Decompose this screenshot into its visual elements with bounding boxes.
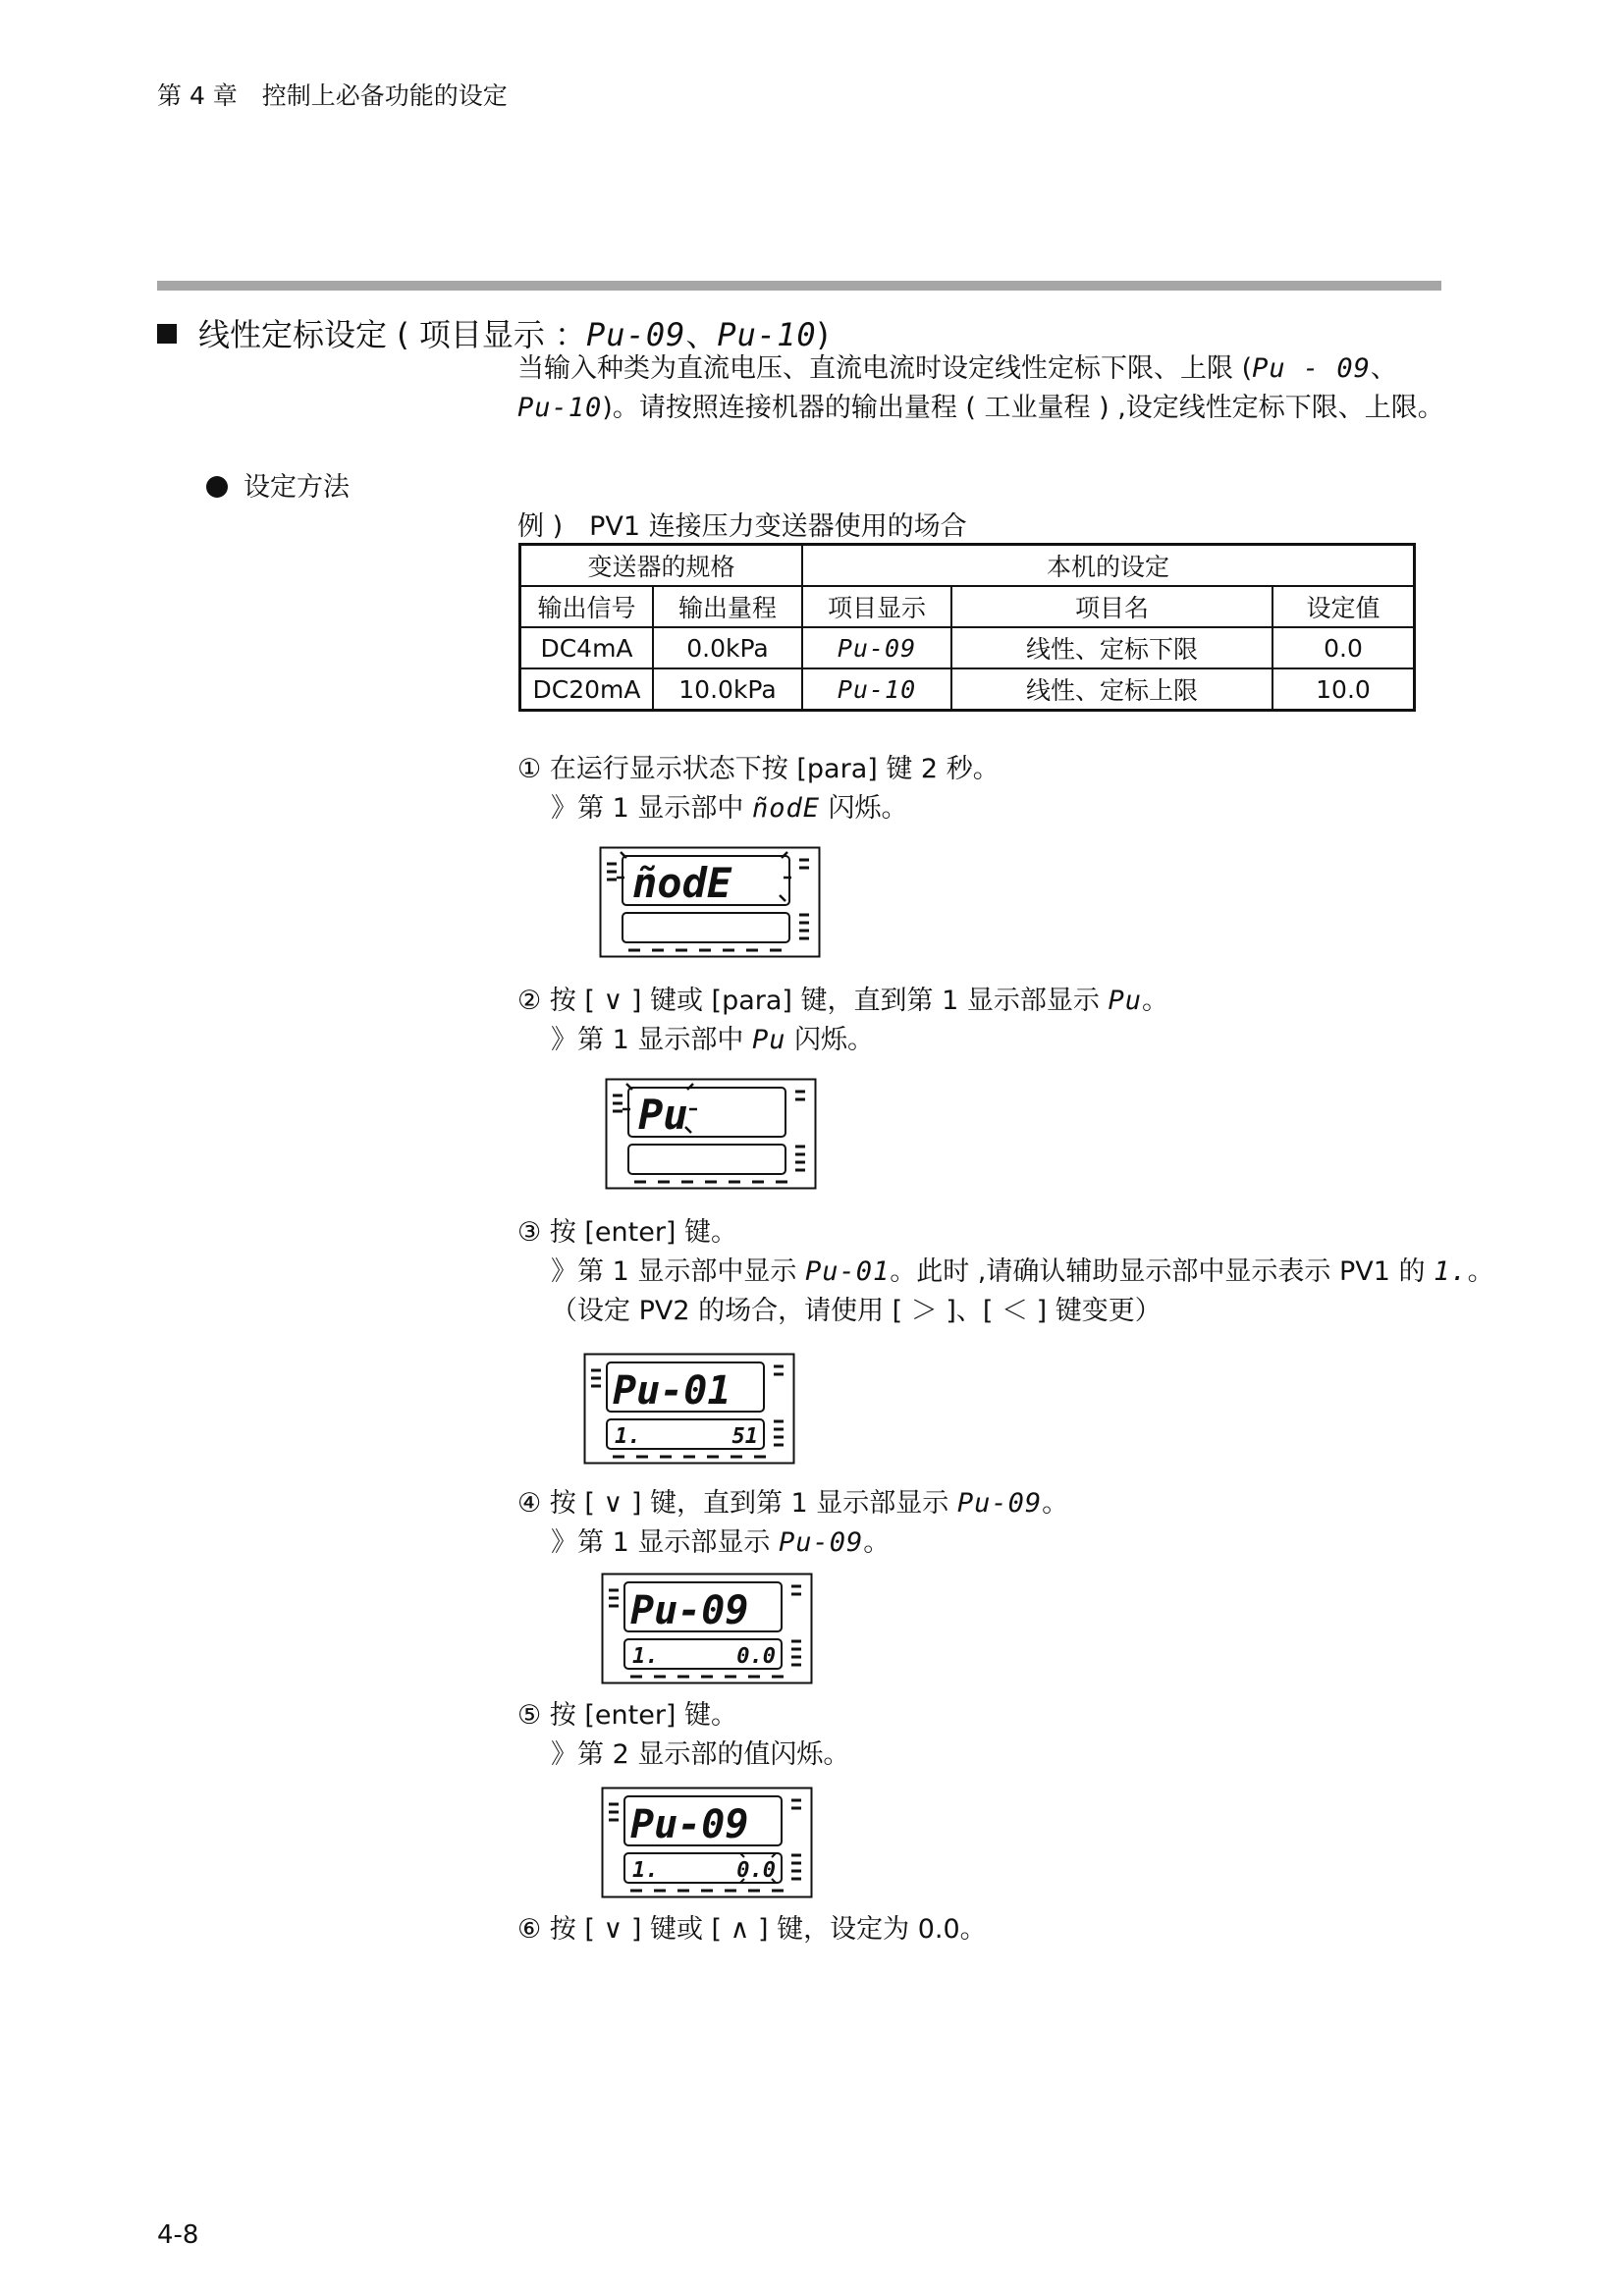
lcd-sub-left: 1. [615,1424,641,1449]
table-header: 设定值 [1272,586,1415,627]
lcd-display-pu [605,1078,817,1190]
step-6: ⑥ 按 [ ∨ ] 键或 [ ∧ ] 键，设定为 0.0。 [517,1914,987,1945]
chapter-header: 第 4 章 控制上必备功能的设定 [157,81,508,110]
spec-table [518,543,1416,712]
lcd-display-pu01 [583,1353,795,1465]
table-row: DC20mA 10.0kPa Pu-10 线性、定标上限 10.0 [520,668,1415,711]
step-5: ⑤ 按 [enter] 键。 》第 2 显示部的值闪烁。 [517,1700,850,1770]
square-bullet-icon [157,324,177,344]
lcd-main-text: ñodE [632,859,732,907]
step-1: ① 在运行显示状态下按 [para] 键 2 秒。 》第 1 显示部中 ñodE 闪烁。 [517,754,1000,824]
step-3: ③ 按 [enter] 键。 》第 1 显示部中显示 Pu-01。此时 ,请确认辅助显示部中显示表示 PV1 的 1.。 （设定 PV2 的场合，请使用 [ ＞ ]、[ ＜ ] 键变更） [517,1217,1494,1326]
table-row: DC4mA 0.0kPa Pu-09 线性、定标下限 0.0 [520,627,1415,668]
table-header: 输出信号 [520,586,654,627]
lcd-main-text: Pu [638,1091,688,1139]
lcd-display-pu09 [601,1573,813,1684]
lcd-sub-right: 51 [731,1424,758,1449]
example-caption: 例 ) PV1 连接压力变送器使用的场合 [517,511,967,542]
table-header: 输出量程 [653,586,802,627]
intro-paragraph: 当输入种类为直流电压、直流电流时设定线性定标下限、上限 (Pu - 09、 Pu-10)。请按照连接机器的输出量程 ( 工业量程 ) ,设定线性定标下限、上限。 [517,353,1444,423]
lcd-main-text: Pu-01 [613,1368,731,1414]
lcd-display-mode [599,846,821,958]
table-header: 项目显示 [802,586,951,627]
lcd-sub-left: 1. [632,1644,659,1669]
lcd-sub-right: 0.0 [736,1644,776,1669]
step-2: ② 按 [ ∨ ] 键或 [para] 键，直到第 1 显示部显示 Pu。 》第 1 显示部中 Pu 闪烁。 [517,986,1168,1055]
lcd-main-text: Pu-09 [630,1802,749,1847]
page-number: 4-8 [157,2220,199,2250]
section-title: 线性定标设定 ( 项目显示 ：Pu-09、Pu-10) [157,310,829,355]
lcd-sub-left: 1. [632,1858,659,1883]
table-header: 项目名 [951,586,1272,627]
circle-bullet-icon [206,476,228,498]
lcd-sub-right: 0.0 [736,1858,776,1883]
method-heading: 设定方法 [206,465,350,504]
section-rule [157,281,1441,291]
lcd-display-pu09-blink [601,1787,813,1898]
step-4: ④ 按 [ ∨ ] 键，直到第 1 显示部显示 Pu-09。 》第 1 显示部显示 Pu-09。 [517,1488,1069,1558]
lcd-main-text: Pu-09 [630,1588,749,1633]
table-group-left: 变送器的规格 [520,545,803,587]
table-group-right: 本机的设定 [802,545,1415,587]
